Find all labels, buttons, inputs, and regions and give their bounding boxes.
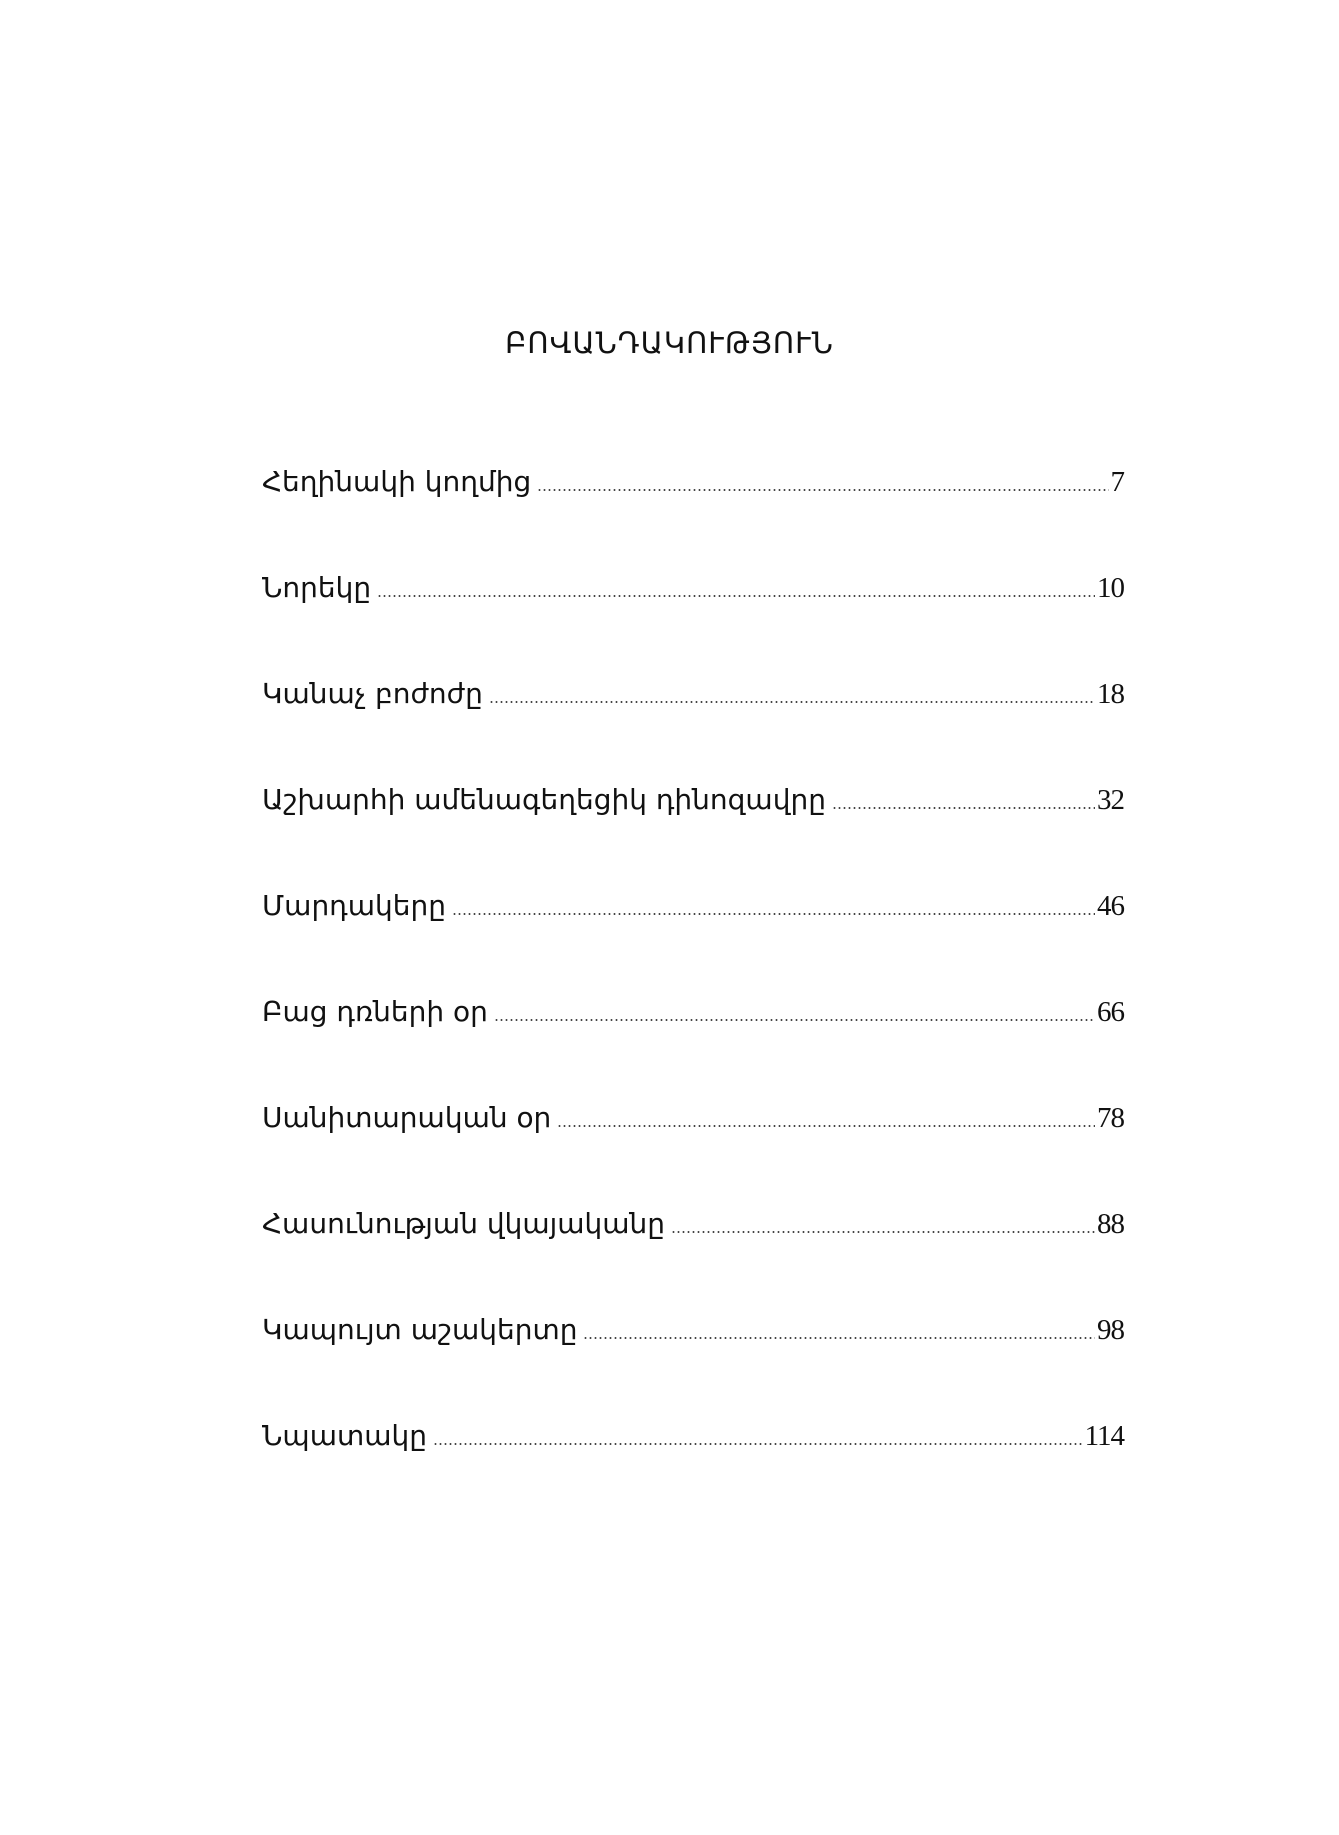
- toc-entry-title: Սանիտարական օր: [262, 1101, 552, 1134]
- toc-entry-title: Նորեկը: [262, 571, 372, 604]
- dot-leader: [489, 701, 1095, 703]
- toc-page-number: 98: [1097, 1314, 1124, 1346]
- toc-page-number: 88: [1097, 1208, 1124, 1240]
- toc-entry[interactable]: [262, 778, 1124, 818]
- toc-page-number: 66: [1097, 996, 1124, 1028]
- toc-entry[interactable]: [262, 1202, 1124, 1242]
- toc-entry-title: Նպատակը: [262, 1419, 427, 1452]
- toc-entry-title: Մարդակերը: [262, 889, 447, 922]
- toc-page-number: 10: [1097, 572, 1124, 604]
- toc-page-number: 114: [1084, 1420, 1124, 1452]
- toc-entry-title: Աշխարհի ամենագեղեցիկ դինոզավրը: [262, 783, 826, 816]
- toc-entry-title: Կանաչ բոժոժը: [262, 677, 483, 710]
- toc-entry[interactable]: [262, 884, 1124, 924]
- toc-entry-title: Կապույտ աշակերտը: [262, 1313, 578, 1346]
- dot-leader: [537, 489, 1108, 491]
- toc-page-number: 46: [1097, 890, 1124, 922]
- dot-leader: [832, 807, 1095, 809]
- toc-page-number: 78: [1097, 1102, 1124, 1134]
- dot-leader: [452, 913, 1095, 915]
- toc-entry[interactable]: [262, 460, 1124, 500]
- toc-entry-title: Բաց դռների օր: [262, 995, 488, 1028]
- dot-leader: [557, 1125, 1095, 1127]
- toc-page-number: 18: [1097, 678, 1124, 710]
- toc-entry[interactable]: [262, 1308, 1124, 1348]
- toc-page-number: 32: [1097, 784, 1124, 816]
- dot-leader: [671, 1231, 1095, 1233]
- toc-entry[interactable]: [262, 1414, 1124, 1454]
- toc-entry[interactable]: [262, 672, 1124, 712]
- toc-entry[interactable]: [262, 1096, 1124, 1136]
- dot-leader: [377, 595, 1095, 597]
- dot-leader: [583, 1337, 1095, 1339]
- toc-entry-title: Հասունության վկայականը: [262, 1207, 665, 1240]
- dot-leader: [433, 1443, 1083, 1445]
- toc-entry[interactable]: [262, 990, 1124, 1030]
- toc-entry[interactable]: [262, 566, 1124, 606]
- toc-page-number: 7: [1110, 466, 1124, 498]
- page-title: ԲՈՎԱՆԴԱԿՈՒԹՅՈՒՆ: [505, 326, 834, 361]
- toc-entry-title: Հեղինակի կողմից: [262, 465, 532, 498]
- dot-leader: [494, 1019, 1095, 1021]
